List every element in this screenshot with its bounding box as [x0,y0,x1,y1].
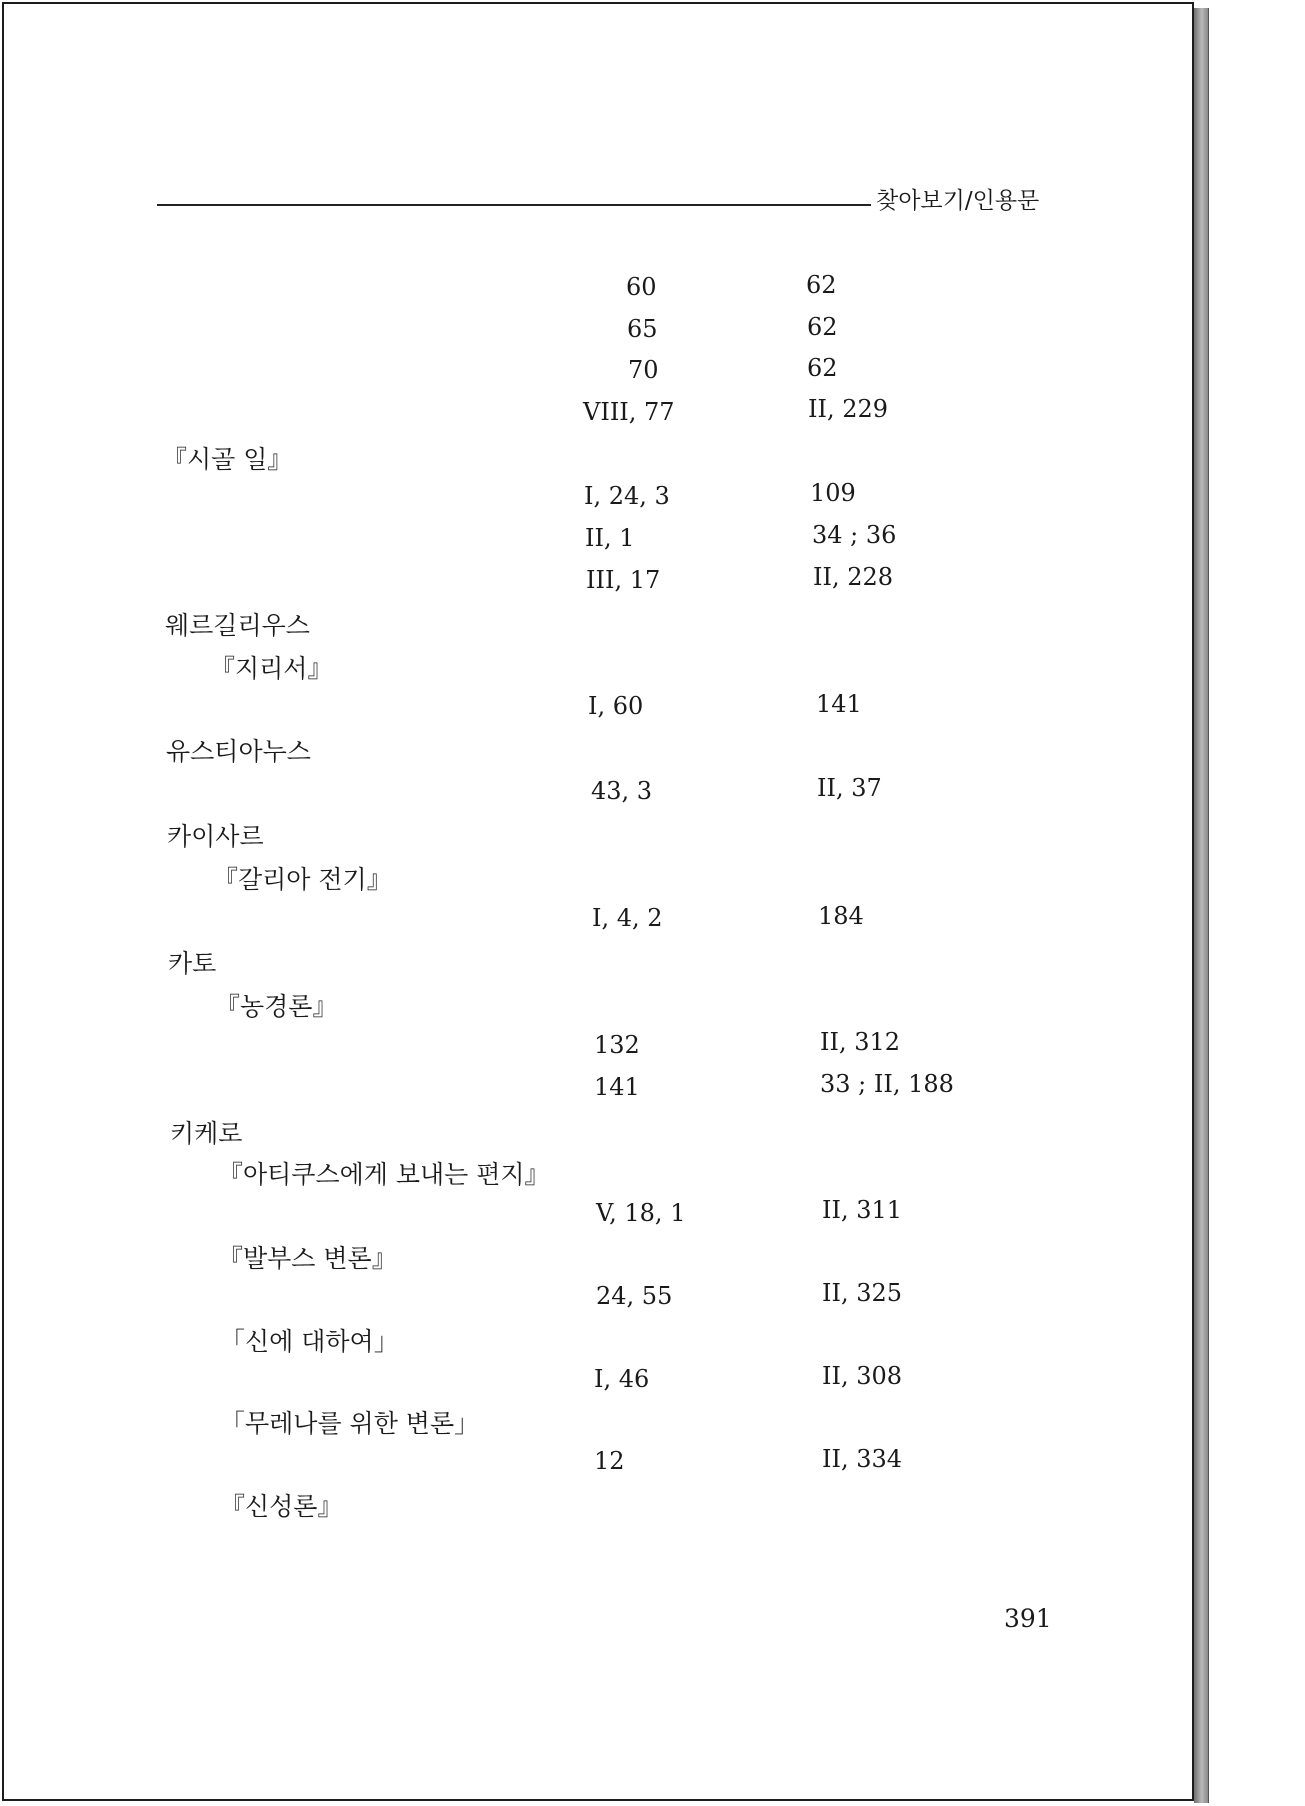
header-rule [157,204,871,206]
index-page-ref: 33 ; II, 188 [820,1070,954,1098]
index-page-ref: II, 311 [822,1196,903,1224]
index-page-ref: II, 37 [817,774,882,802]
index-citation: III, 17 [586,566,661,594]
index-work-title: 「신에 대하여」 [220,1327,399,1356]
index-page-ref: II, 325 [822,1279,903,1307]
running-header: 찾아보기/인용문 [876,188,1040,214]
index-citation: 60 [626,273,657,301]
index-work-title: 『발부스 변론』 [218,1244,397,1273]
index-page-ref: 184 [818,902,864,930]
index-citation: 141 [594,1073,640,1101]
index-page-ref: II, 228 [813,563,894,591]
index-citation: 132 [594,1031,640,1059]
book-page [2,2,1194,1801]
index-citation: I, 46 [594,1365,650,1393]
index-work-title: 『신성론』 [220,1492,343,1521]
index-page-ref: II, 312 [820,1028,901,1056]
index-work-title: 『갈리아 전기』 [213,865,392,894]
index-page-ref: II, 229 [808,395,889,423]
index-author: 카이사르 [167,822,264,851]
index-page-ref: II, 334 [822,1445,903,1473]
index-page-ref: 34 ; 36 [812,521,897,549]
index-citation: 24, 55 [596,1282,673,1310]
page-edge-shadow [1194,8,1209,1803]
index-citation: 65 [627,315,658,343]
index-citation: 70 [628,356,659,384]
index-citation: 43, 3 [591,777,653,805]
index-work-title: 「무레나를 위한 변론」 [220,1409,480,1438]
index-page-ref: II, 308 [822,1362,903,1390]
index-work-title: 『지리서』 [210,654,333,683]
index-author: 카토 [168,949,217,978]
page-number: 391 [1004,1604,1052,1633]
index-page-ref: 109 [810,479,856,507]
index-citation: 12 [594,1447,625,1475]
index-work-title: 『농경론』 [215,992,338,1021]
index-author: 웨르길리우스 [165,611,310,640]
index-author: 유스티아누스 [166,737,311,766]
index-citation: I, 60 [588,692,644,720]
index-citation: II, 1 [585,524,635,552]
index-citation: V, 18, 1 [596,1199,686,1227]
index-author: 키케로 [170,1119,243,1148]
index-page-ref: 62 [806,271,837,299]
index-work-title: 『아티쿠스에게 보내는 편지』 [218,1160,550,1189]
index-citation: I, 4, 2 [592,904,663,932]
index-citation: VIII, 77 [583,398,675,426]
index-page-ref: 62 [807,313,838,341]
index-citation: I, 24, 3 [584,482,670,510]
index-page-ref: 141 [816,690,862,718]
index-work-title: 『시골 일』 [162,445,293,474]
index-page-ref: 62 [807,354,838,382]
